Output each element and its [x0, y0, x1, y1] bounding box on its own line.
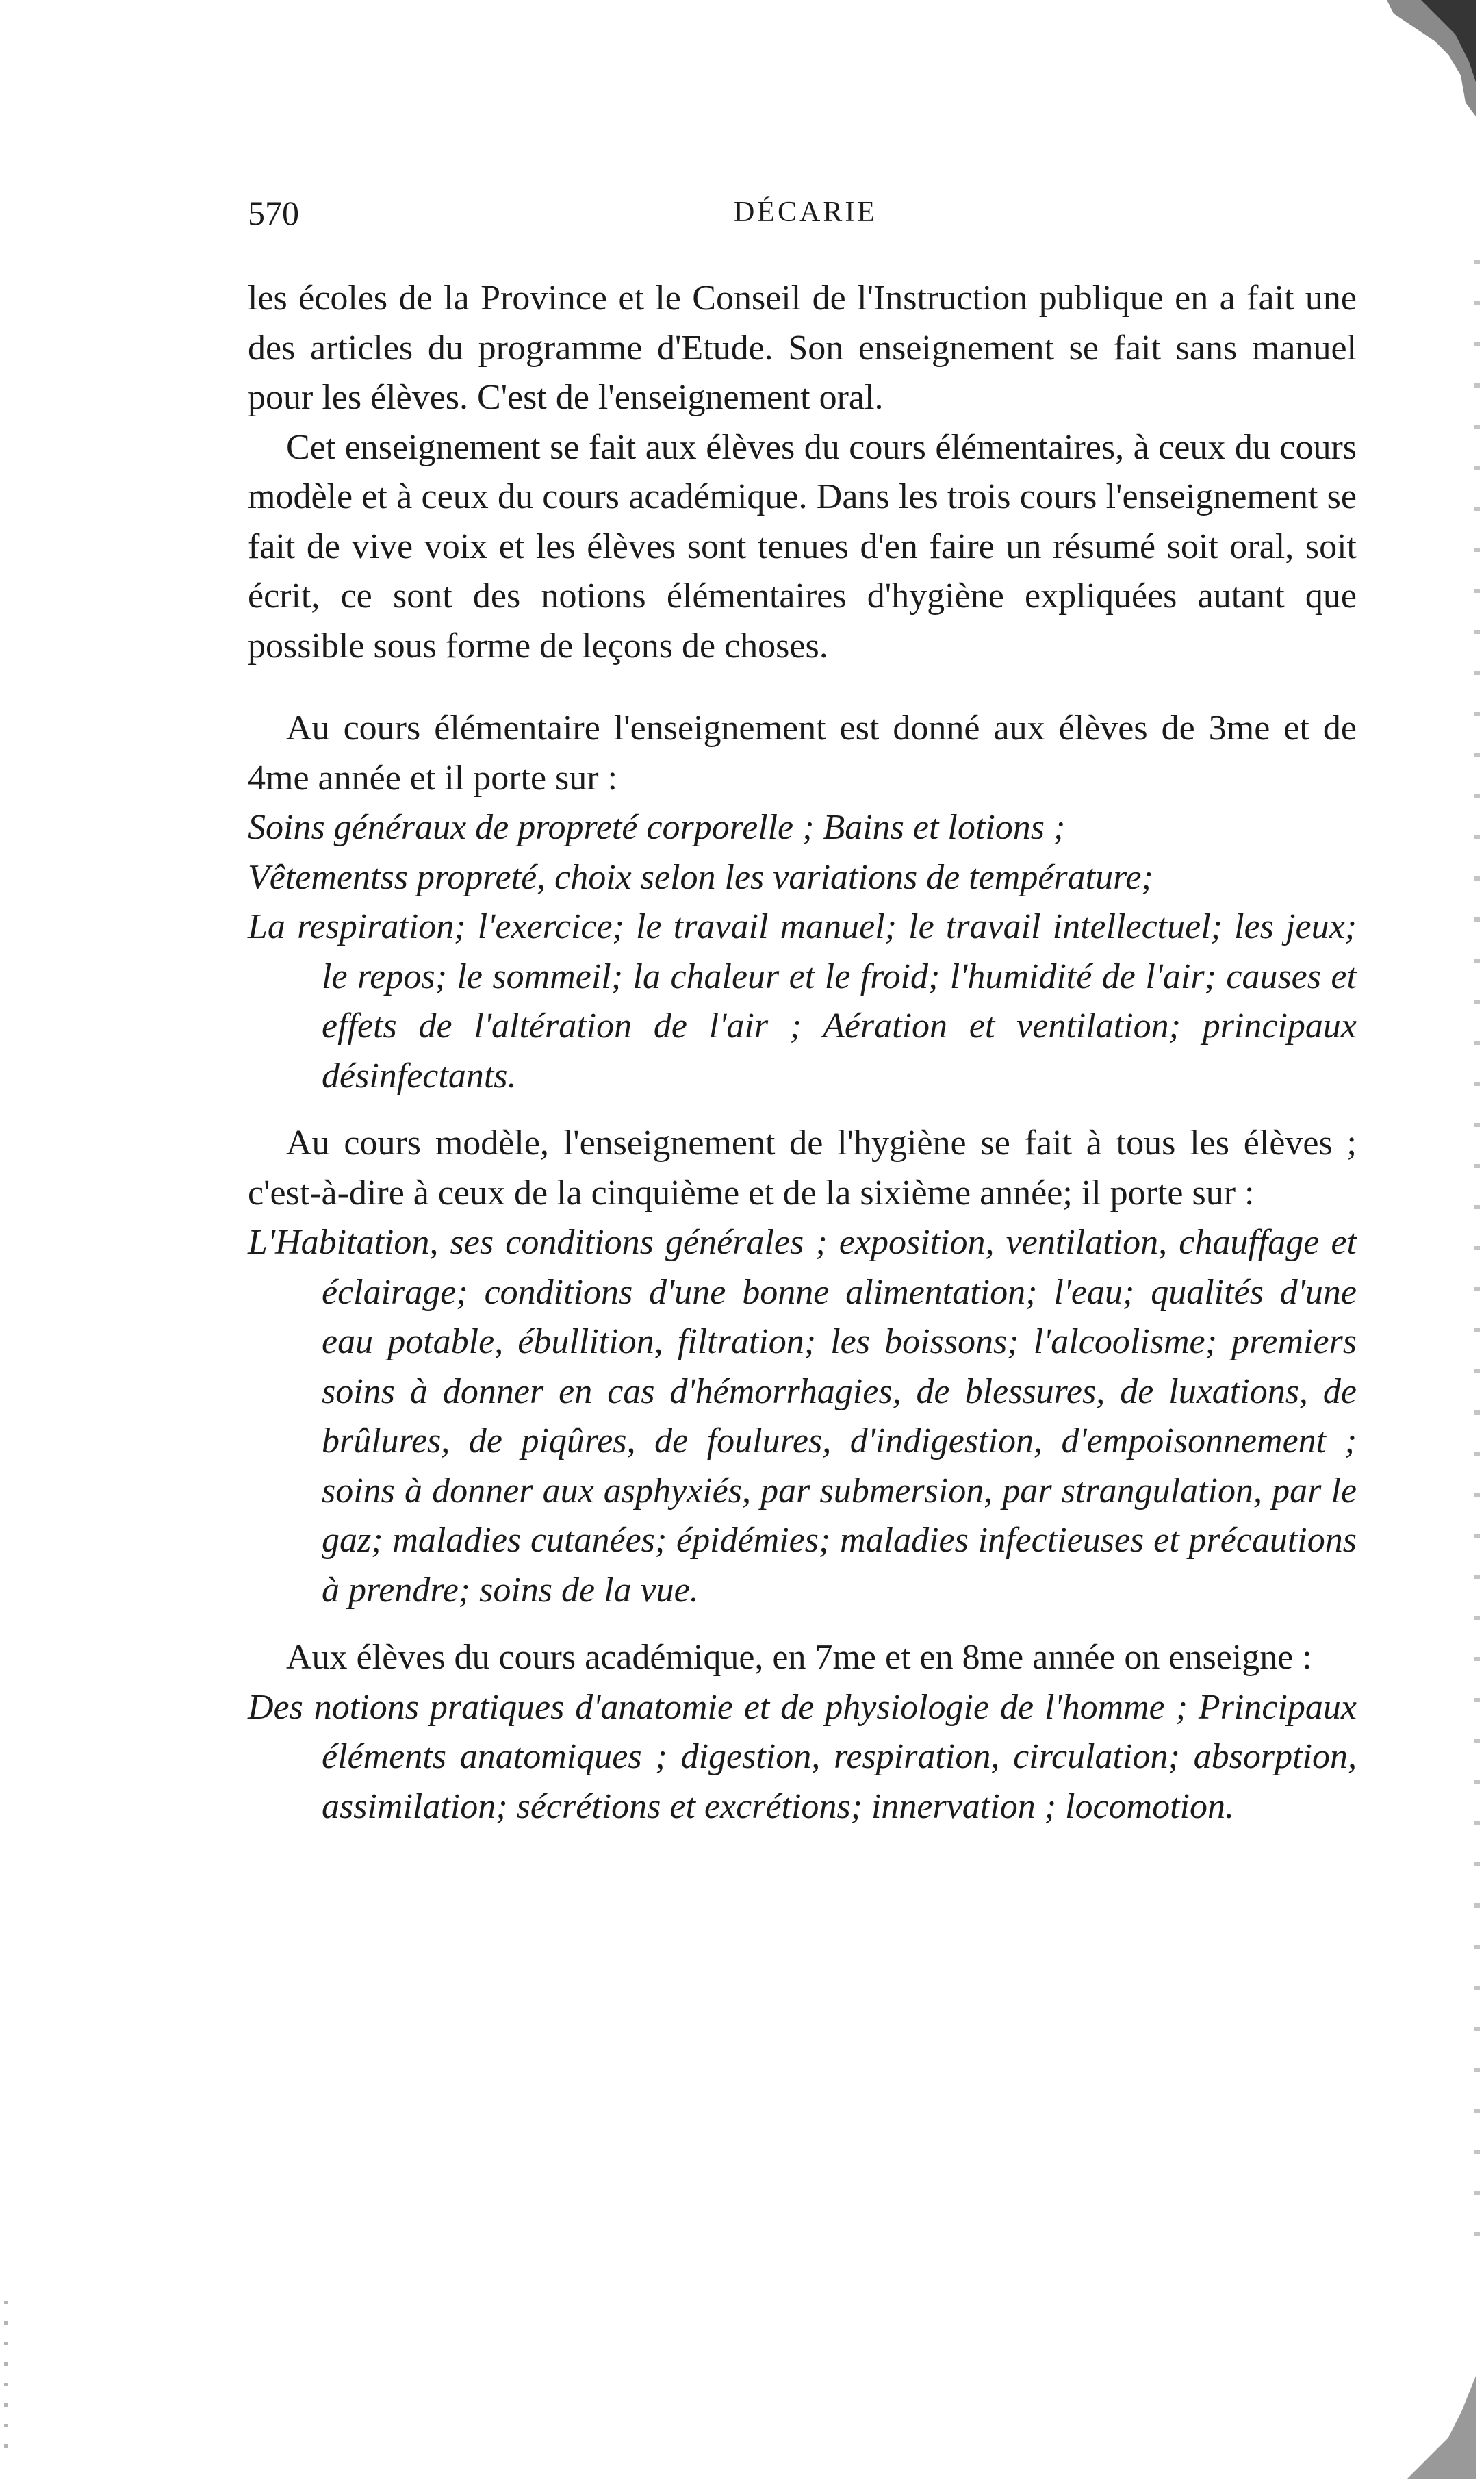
list-item: La respiration; l'exercice; le travail manuel; le travail intellectuel; les jeux; le repos; le sommeil; la chaleur et le froid; l'humidité de l'air; causes et effets de l'altération de l'air ; Aération et ventilation; principaux désinfectants. [248, 907, 1357, 1096]
scan-artifact-top [1373, 0, 1476, 116]
scan-artifact-left-edge [4, 2301, 8, 2465]
page-header [248, 193, 1357, 241]
scan-artifact-bottom [1400, 2376, 1476, 2479]
list-elementaire [248, 803, 1357, 1101]
page-body [248, 274, 1357, 1832]
paragraph-1: les écoles de la Province et le Conseil de l'Instruction publique en a fait une des articles du programme d'Etude. Son enseignement se fait sans manuel pour les élèves. C'est de l'enseignement oral. [248, 279, 1357, 417]
list-item: L'Habitation, ses conditions générales ; exposition, ventilation, chauffage et éclairage; conditions d'une bonne alimentation; l'eau; qualités d'une eau potable, ébullition, filtration; les boissons; l'alcoolisme; premiers soins à donner en cas d'hémorrhagies, de blessures, de luxations, de brûlures, de piqûres, de foulures, d'indigestion, d'empoisonnement ; soins à donner aux asphyxiés, par submersion, par strangulation, par le gaz; maladies cutanées; épidémies; maladies infectieuses et précautions à prendre; soins de la vue. [248, 1223, 1357, 1610]
list-item: Vêtementss propreté, choix selon les variations de température; [248, 857, 1153, 897]
paragraph-4: Au cours modèle, l'enseignement de l'hygiène se fait à tous les élèves ; c'est-à-dire à ceux de la cinquième et de la sixième année; il porte sur : [248, 1124, 1357, 1213]
list-modele [248, 1218, 1357, 1615]
list-academique [248, 1683, 1357, 1832]
list-item: Des notions pratiques d'anatomie et de physiologie de l'homme ; Principaux éléments anatomiques ; digestion, respiration, circulation; absorption, assimilation; sécrétions et excrétions; innervation ; locomotion. [248, 1687, 1357, 1826]
list-item: Soins généraux de propreté corporelle ; Bains et lotions ; [248, 808, 1066, 847]
page-number: 570 [248, 194, 299, 232]
paragraph-2: Cet enseignement se fait aux élèves du cours élémentaires, à ceux du cours modèle et à ceux du cours académique. Dans les trois cours l'enseignement se fait de vive voix et les élèves sont tenues d'en faire un résumé soit oral, soit écrit, ce sont des notions élémentaires d'hygiène expliquées autant que possible sous forme de leçons de choses. [248, 427, 1357, 666]
scan-artifact-edge [1474, 260, 1480, 2246]
running-head: DÉCARIE [734, 197, 878, 228]
paragraph-3: Au cours élémentaire l'enseignement est donné aux élèves de 3me et de 4me année et il porte sur : [248, 709, 1357, 798]
paragraph-5: Aux élèves du cours académique, en 7me et en 8me année on enseigne : [286, 1638, 1312, 1677]
